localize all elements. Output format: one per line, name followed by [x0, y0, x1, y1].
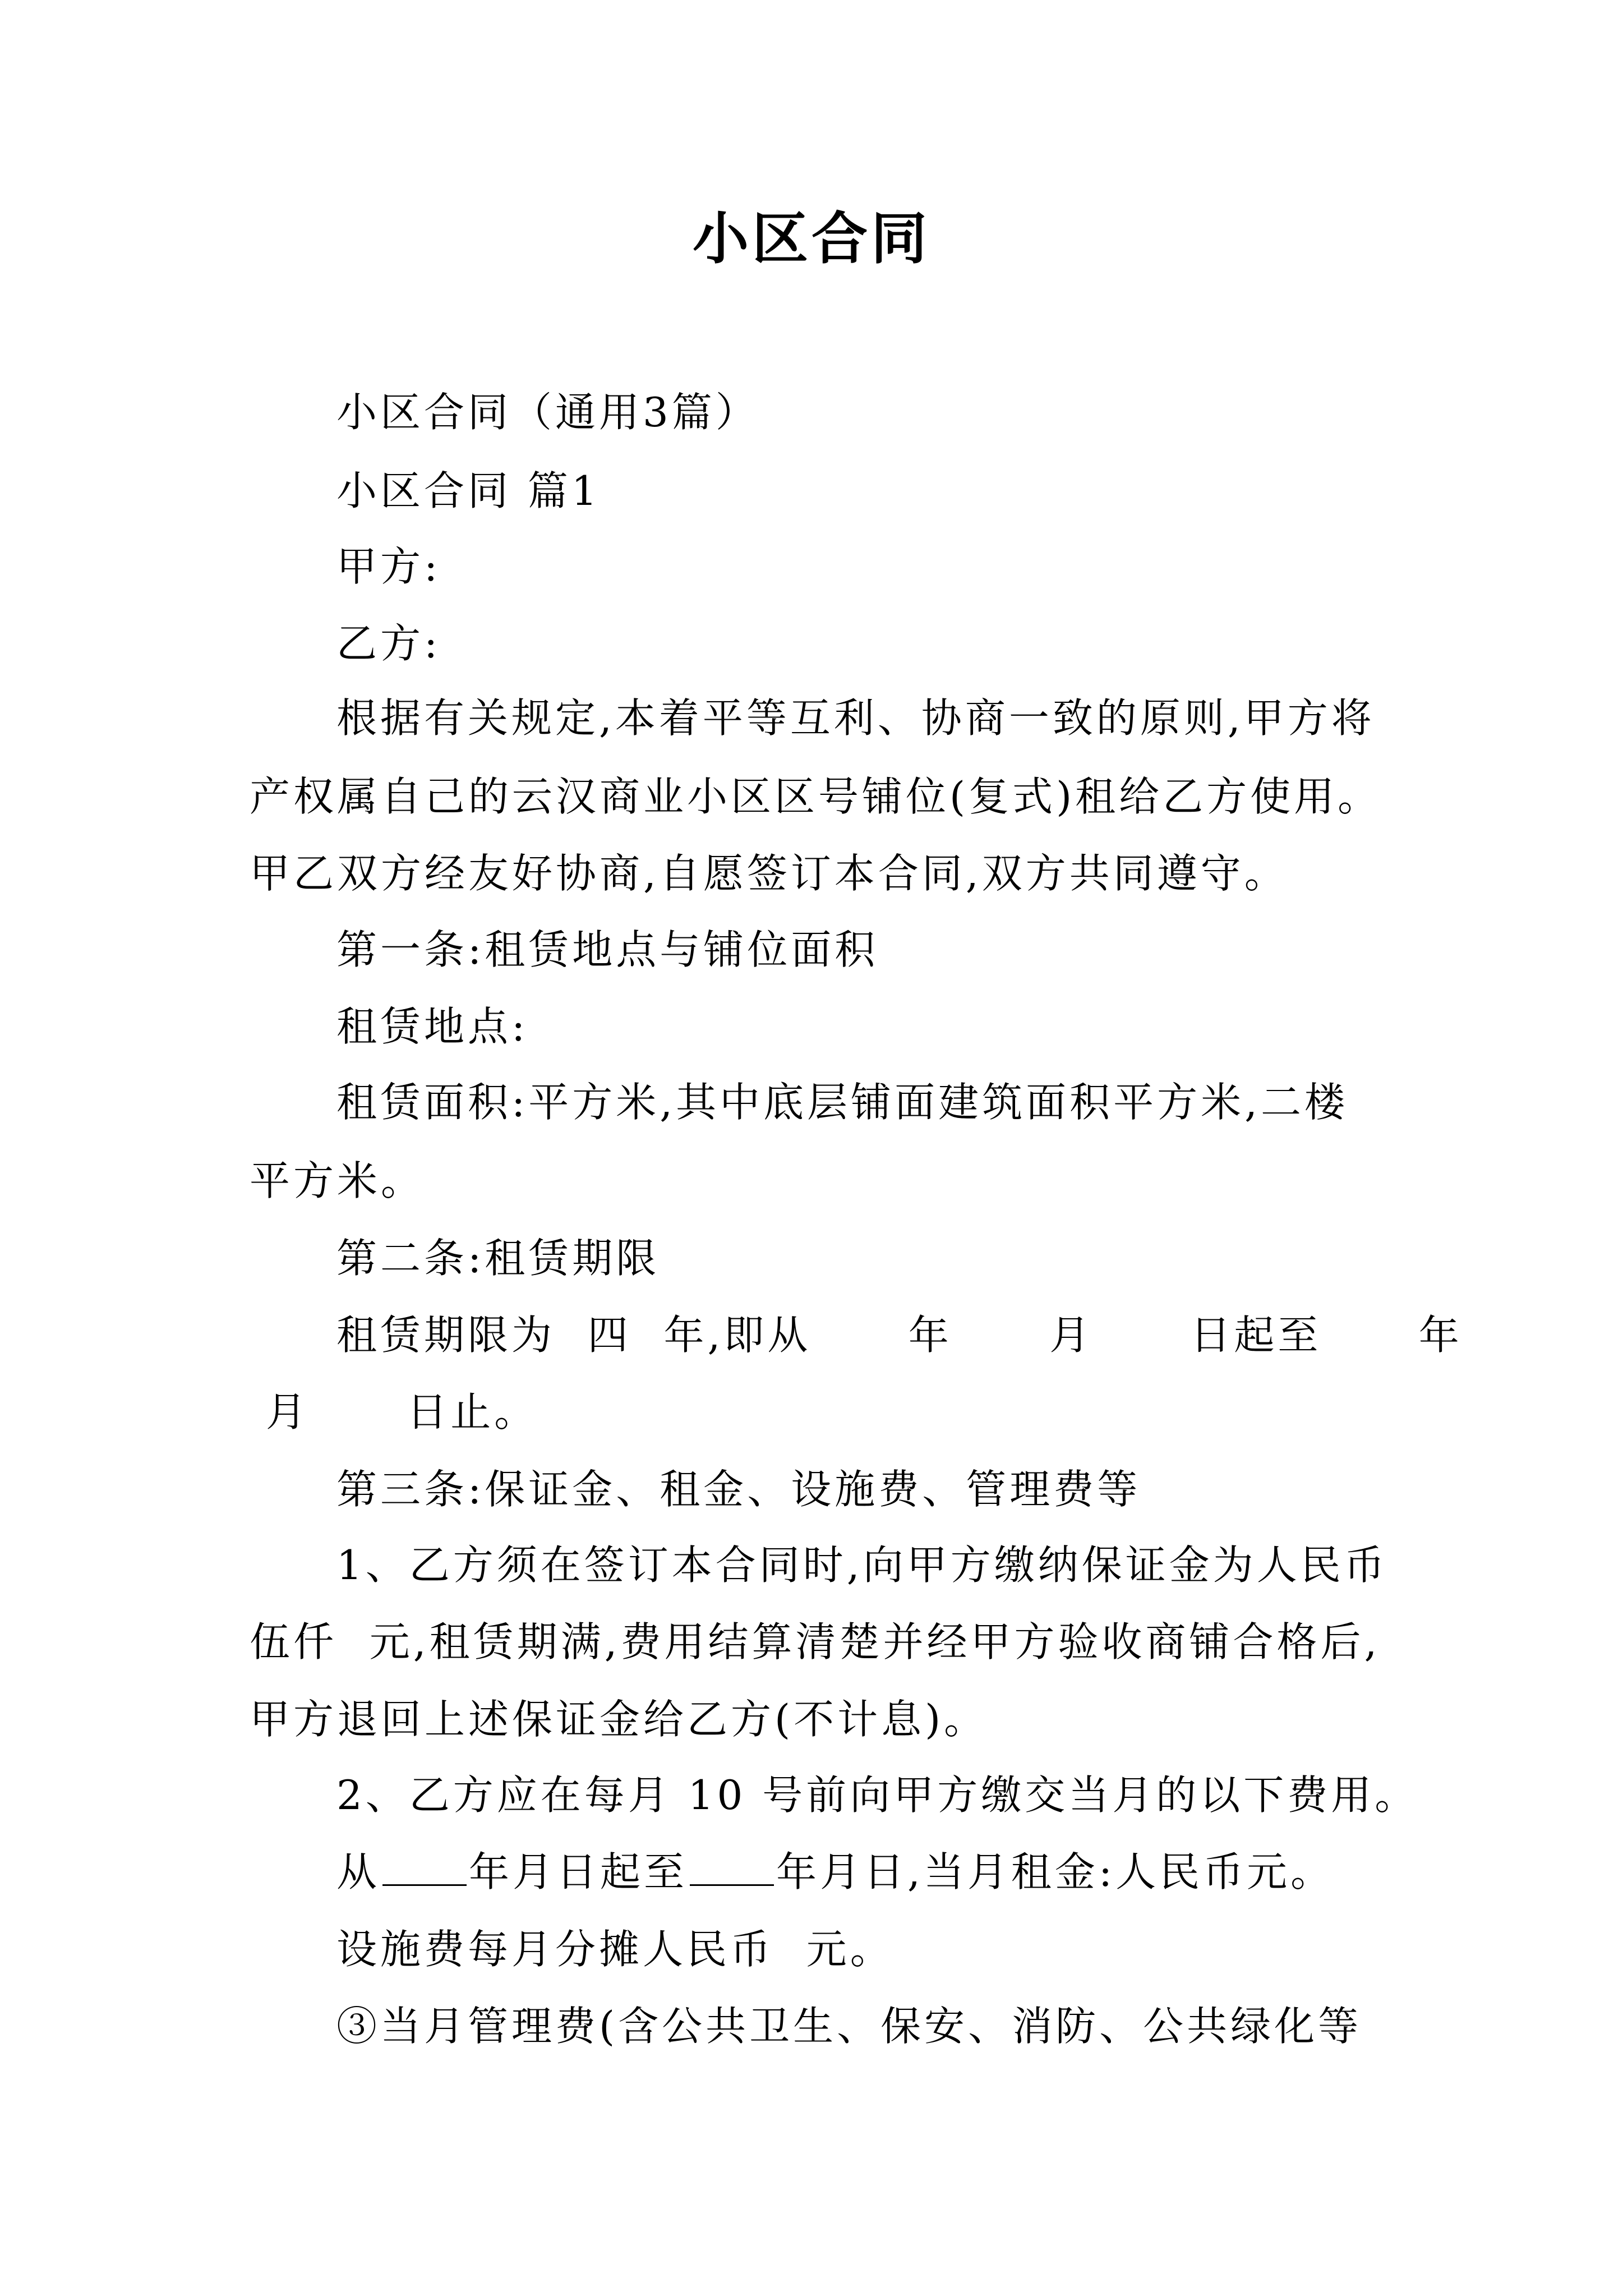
party-b-line: 乙方: — [336, 620, 441, 667]
blank-underline — [382, 1851, 467, 1886]
blank-underline — [690, 1851, 774, 1886]
paragraph-line: 伍仟 元,租赁期满,费用结算清楚并经甲方验收商铺合格后, — [250, 1618, 1381, 1665]
paragraph-line: ③当月管理费(含公共卫生、保安、消防、公共绿化等 — [336, 2003, 1362, 2050]
paragraph-line: 租赁面积:平方米,其中底层铺面建筑面积平方米,二楼 — [336, 1079, 1349, 1126]
paragraph-line: 平方米。 — [250, 1157, 425, 1204]
paragraph-line — [336, 1844, 1334, 1900]
paragraph-line: 根据有关规定,本着平等互利、协商一致的原则,甲方将 — [336, 694, 1375, 742]
paragraph-line: 2、乙方应在每月 10 号前向甲方缴交当月的以下费用。 — [336, 1772, 1419, 1819]
document-title: 小区合同 — [693, 205, 930, 272]
party-a-line: 甲方: — [336, 543, 441, 590]
text-run: 从 — [336, 1848, 381, 1895]
paragraph-line: 租赁期限为 四 年,即从 年 月 日起至 年 — [336, 1312, 1463, 1359]
subtitle-general: 小区合同（通用3篇） — [336, 389, 759, 436]
section-heading-part1: 小区合同 篇1 — [336, 467, 601, 514]
paragraph-line: 月 日止。 — [250, 1388, 538, 1435]
paragraph-line: 租赁地点: — [336, 1003, 529, 1050]
article-heading-2: 第二条:租赁期限 — [336, 1235, 660, 1282]
article-heading-1: 第一条:租赁地点与铺位面积 — [336, 926, 879, 973]
text-run: 年月日,当月租金:人民币元。 — [776, 1848, 1335, 1895]
text-run: 年月日起至 — [469, 1848, 688, 1895]
paragraph-line: 1、乙方须在签订本合同时,向甲方缴纳保证金为人民币 — [336, 1542, 1388, 1589]
paragraph-line: 设施费每月分摊人民币 元。 — [336, 1926, 894, 1973]
paragraph-line: 甲方退回上述保证金给乙方(不计息)。 — [250, 1696, 988, 1743]
paragraph-line: 甲乙双方经友好协商,自愿签订本合同,双方共同遵守。 — [250, 850, 1288, 897]
paragraph-line: 产权属自己的云汉商业小区区号铺位(复式)租给乙方使用。 — [250, 773, 1382, 820]
article-heading-3: 第三条:保证金、租金、设施费、管理费等 — [336, 1466, 1141, 1513]
